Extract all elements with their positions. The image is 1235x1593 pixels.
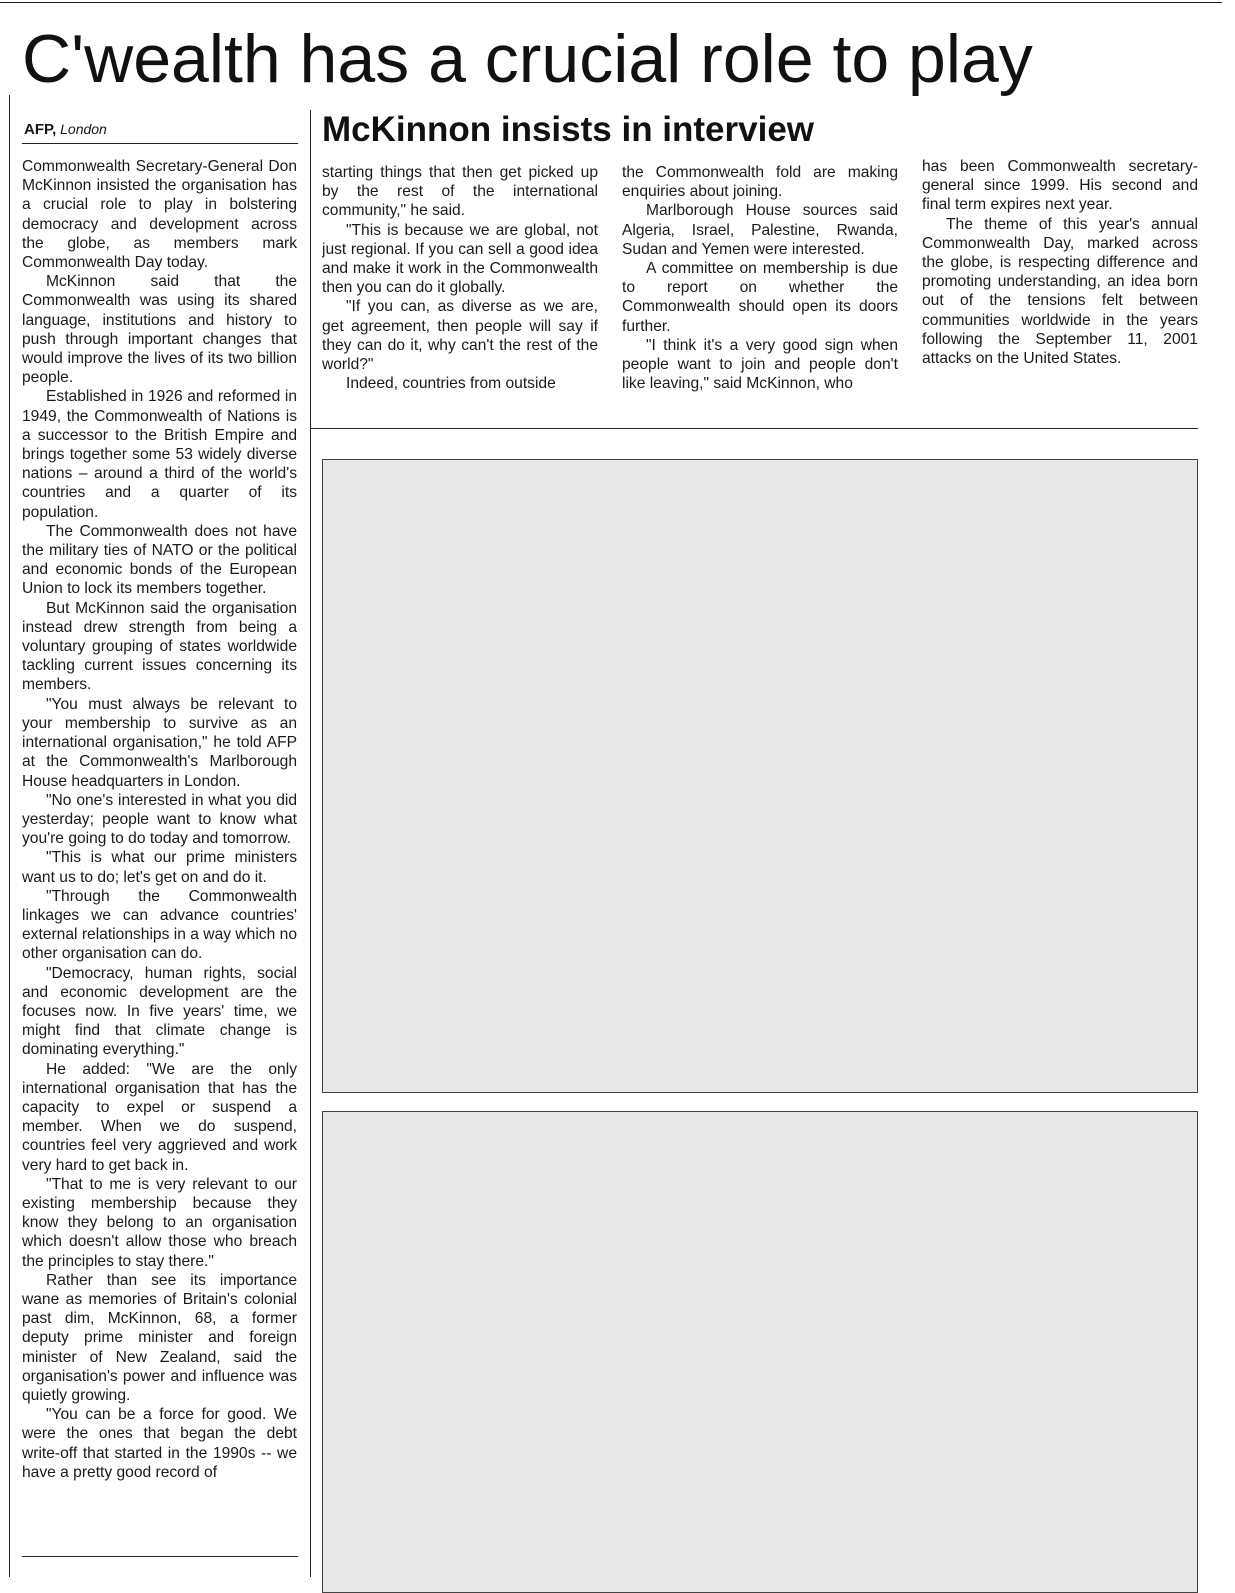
paragraph: Marlborough House sources said Algeria, Israel, Palestine, Rwanda, Sudan and Yemen were interested. (622, 202, 898, 258)
top-rule (0, 2, 1222, 3)
headline: C'wealth has a crucial role to play (22, 21, 1033, 97)
paragraph: Rather than see its importance wane as memories of Britain's colonial past dim, McKinnon, 68, a former deputy prime minister and foreign minister of New Zealand, said the organisation's power and influence was quietly growing. (22, 1271, 297, 1404)
paragraph: starting things that then get picked up by the rest of the international community," he said. (322, 164, 598, 220)
article-column-2 (322, 163, 598, 413)
byline-rule (22, 143, 298, 144)
photo-placeholder-top (322, 459, 1198, 1093)
byline (24, 119, 294, 139)
paragraph: Established in 1926 and reformed in 1949, the Commonwealth of Nations is a successor to the British Empire and brings together some 53 widely diverse nations – around a third of the world's countries and a quarter of its population. (22, 388, 297, 521)
paragraph: But McKinnon said the organisation instead drew strength from being a voluntary grouping of states worldwide tackling current issues concerning its members. (22, 599, 297, 694)
paragraph: "Democracy, human rights, social and economic development are the focuses now. In five years' time, we might find that climate change is dominating everything." (22, 964, 297, 1059)
paragraph: Commonwealth Secretary-General Don McKinnon insisted the organisation has a crucial role to play in bolstering democracy and development across the globe, as members mark Commonwealth Day today. (22, 158, 297, 272)
paragraph: McKinnon said that the Commonwealth was using its shared language, institutions and history to push through important changes that would improve the lives of its two billion people. (22, 273, 297, 387)
paragraph: The Commonwealth does not have the military ties of NATO or the political and economic bonds of the European Union to lock its members together. (22, 522, 297, 598)
paragraph: "Through the Commonwealth linkages we can advance countries' external relationships in a way which no other organisation can do. (22, 887, 297, 963)
paragraph: "You must always be relevant to your membership to survive as an international organisation," he told AFP at the Commonwealth's Marlborough House headquarters in London. (22, 695, 297, 790)
paragraph: "This is what our prime ministers want us to do; let's get on and do it. (22, 849, 297, 886)
byline-agency: AFP, (24, 121, 57, 138)
paragraph: "You can be a force for good. We were the ones that began the debt write-off that started in the 1990s -- we have a pretty good record of (22, 1406, 297, 1481)
paragraph: has been Commonwealth secretary-general since 1999. His second and final term expires next year. (922, 158, 1198, 214)
paragraph: A committee on membership is due to report on whether the Commonwealth should open its doors further. (622, 260, 898, 335)
subheadline: McKinnon insists in interview (322, 110, 815, 149)
article-column-3 (622, 163, 898, 413)
paragraph: "No one's interested in what you did yesterday; people want to know what you're going to do today and tomorrow. (22, 791, 297, 848)
paragraph: He added: "We are the only international organisation that has the capacity to expel or suspend a member. When we do suspend, countries feel very aggrieved and work very hard to get back in. (22, 1060, 297, 1174)
article-column-1 (22, 157, 297, 1553)
photo-placeholder-bottom (322, 1111, 1198, 1593)
paragraph: "This is because we are global, not just regional. If you can sell a good idea and make it work in the Commonwealth then you can do it globally. (322, 221, 598, 297)
paragraph: Indeed, countries from outside (346, 375, 556, 393)
left-margin-rule (9, 95, 10, 1577)
paragraph: The theme of this year's annual Commonwealth Day, marked across the globe, is respecting difference and promoting understanding, an idea born out of the tensions felt between communities worldwide in the years following the September 11, 2001 attacks on the United States. (922, 215, 1198, 368)
bottom-left-rule (22, 1556, 298, 1557)
article-column-4 (922, 157, 1198, 425)
paragraph: the Commonwealth fold are making enquiries about joining. (622, 164, 898, 201)
story-end-rule (310, 428, 1198, 429)
paragraph: "If you can, as diverse as we are, get agreement, then people will say if they can do it, why can't the rest of the world?" (322, 298, 598, 374)
paragraph: "That to me is very relevant to our existing membership because they know they belong to an organisation which doesn't allow those who breach the principles to stay there." (22, 1175, 297, 1270)
byline-city: London (60, 121, 107, 137)
paragraph: "I think it's a very good sign when people want to join and people don't like leaving," said McKinnon, who (622, 336, 898, 393)
column-divider (310, 110, 311, 1577)
